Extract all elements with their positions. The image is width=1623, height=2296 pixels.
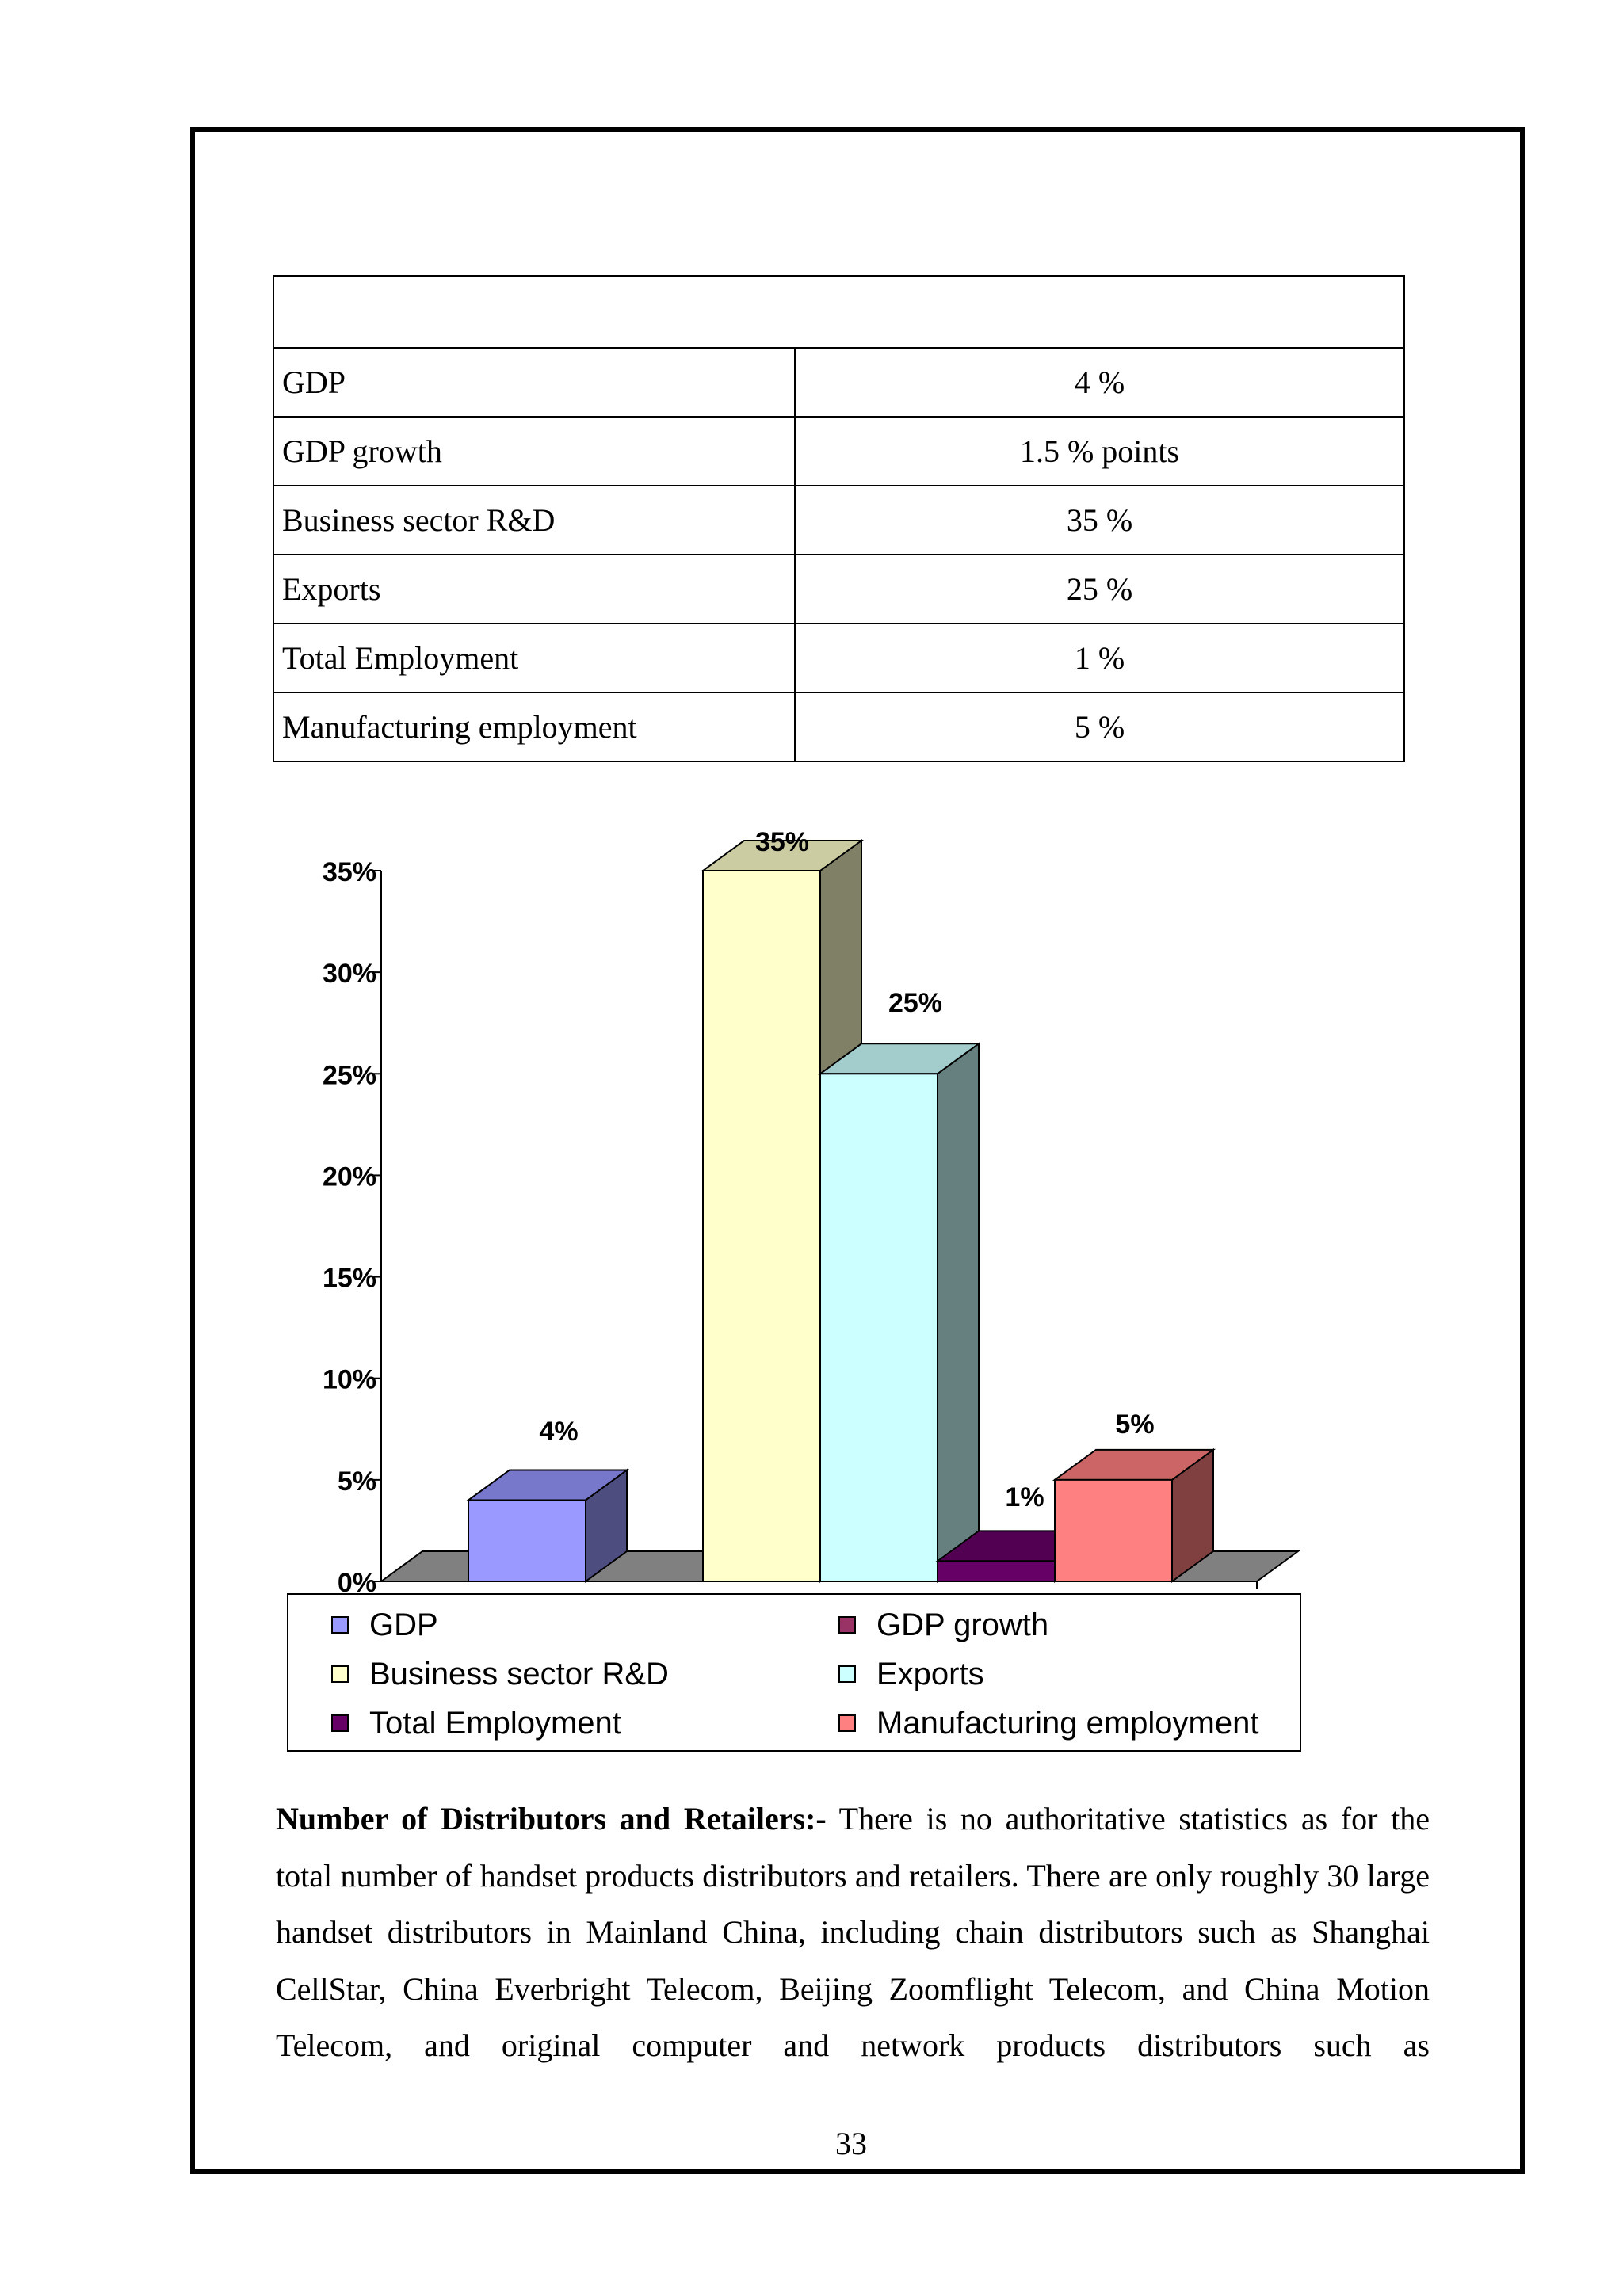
page-number: 33 (835, 2126, 867, 2161)
row-label: Exports (273, 555, 795, 624)
row-label: Business sector R&D (273, 486, 795, 555)
data-label: 4% (539, 1417, 579, 1447)
row-label: Total Employment (273, 624, 795, 692)
row-value: 4 % (795, 348, 1404, 417)
paragraph-body: There is no authoritative statistics as for the total number of handset products distributors and retailers. There are only roughly 30 large handset distributors in Mainland China, including chain distributors such as Shanghai CellStar, China Everbright Telecom, Beijing Zoomflight Telecom, and China Motion Telecom, and original computer and network products distributors such as (276, 1801, 1430, 2063)
data-label: 5% (1115, 1409, 1155, 1440)
paragraph-heading: Number of Distributors and Retailers:- (276, 1801, 827, 1836)
legend-label: Business sector R&D (369, 1656, 669, 1691)
legend-swatch (838, 1665, 856, 1683)
legend-label: Exports (876, 1656, 984, 1691)
y-tick-label: 35% (322, 857, 376, 887)
row-value: 1 % (795, 624, 1404, 692)
data-label: 25% (888, 988, 943, 1018)
bar-side (938, 1043, 979, 1581)
legend-item-manufacturing (838, 1699, 1258, 1747)
y-tick-label: 25% (322, 1060, 376, 1091)
legend-item-business-rd (331, 1650, 669, 1698)
legend-label: Total Employment (369, 1705, 621, 1741)
legend-item-gdp-growth (838, 1601, 1048, 1649)
data-label: 35% (754, 827, 810, 857)
legend-label: Manufacturing employment (876, 1705, 1259, 1741)
row-label: GDP (273, 348, 795, 417)
legend-label: GDP (369, 1607, 438, 1642)
y-tick-label: 15% (322, 1263, 376, 1294)
bar-front (820, 1074, 938, 1581)
bar-front (468, 1500, 586, 1581)
legend-item-exports (838, 1650, 984, 1698)
legend-swatch (331, 1665, 349, 1683)
legend-label: GDP growth (876, 1607, 1049, 1642)
row-value: 25 % (795, 555, 1404, 624)
y-tick-label: 30% (322, 959, 376, 990)
y-tick-label: 5% (337, 1466, 376, 1497)
legend-item-gdp (331, 1601, 438, 1649)
chart-legend (287, 1593, 1301, 1752)
row-label: Manufacturing employment (273, 692, 795, 761)
row-value: 1.5 % points (795, 417, 1404, 486)
y-tick-label: 0% (337, 1568, 376, 1592)
data-label: 1% (1005, 1482, 1044, 1512)
bar-front (938, 1561, 1055, 1581)
row-value: 5 % (795, 692, 1404, 761)
y-tick-label: 10% (322, 1364, 376, 1395)
row-label: GDP growth (273, 417, 795, 486)
distributors-paragraph (276, 1791, 1430, 2074)
legend-swatch (331, 1616, 349, 1634)
legend-item-total-employment (331, 1699, 621, 1747)
legend-swatch (838, 1714, 856, 1732)
row-value: 35 % (795, 486, 1404, 555)
legend-swatch (331, 1714, 349, 1732)
bar-front (703, 871, 820, 1581)
legend-swatch (838, 1616, 856, 1634)
y-tick-label: 20% (322, 1161, 376, 1192)
bar-front (1055, 1480, 1172, 1581)
